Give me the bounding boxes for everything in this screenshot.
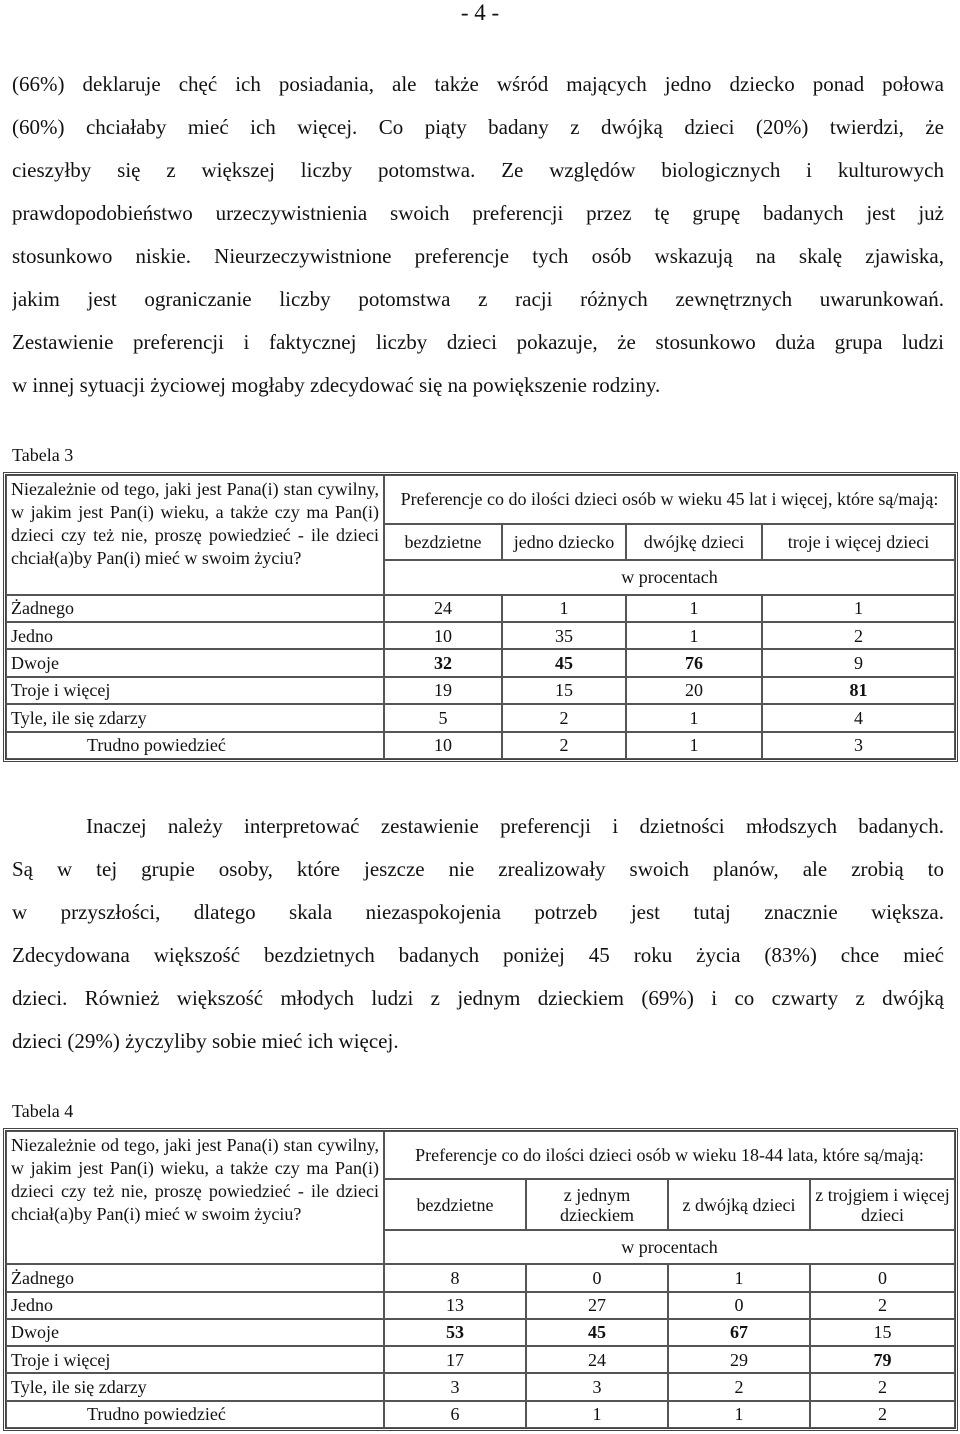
text-line: Inaczej należy interpretować zestawienie preferencji i dzietności młodszych badanych. <box>86 814 944 838</box>
table-row <box>6 1319 955 1346</box>
cell-value: 2 <box>810 1292 955 1319</box>
cell-value: 45 <box>526 1319 668 1346</box>
text-line: w innej sytuacji życiowej mogłaby zdecydować się na powiększenie rodziny. <box>12 373 661 397</box>
column-header: dwójkę dzieci <box>626 524 762 561</box>
cell-value: 1 <box>668 1401 810 1428</box>
column-header: z jednym dzieckiem <box>526 1179 668 1230</box>
row-label: Jedno <box>6 1292 384 1319</box>
cell-value: 2 <box>810 1373 955 1400</box>
column-header: bezdzietne <box>384 524 502 561</box>
row-label: Żadnego <box>6 1264 384 1291</box>
cell-value: 1 <box>526 1401 668 1428</box>
table-question: Niezależnie od tego, jaki jest Pana(i) stan cywilny, w jakim jest Pan(i) wieku, a także czy ma Pan(i) dzieci czy też nie, proszę powiedzieć - ile dzieci chciał(a)by Pan(i) mieć w swoim życiu? <box>6 475 384 595</box>
row-label: Trudno powiedzieć <box>6 1401 384 1428</box>
cell-value: 67 <box>668 1319 810 1346</box>
text-line: Są w tej grupie osoby, które jeszcze nie zrealizowały swoich planów, ale zrobią to <box>12 857 944 881</box>
cell-value: 6 <box>384 1401 526 1428</box>
table-question: Niezależnie od tego, jaki jest Pana(i) stan cywilny, w jakim jest Pan(i) wieku, a także czy ma Pan(i) dzieci czy też nie, proszę powiedzieć - ile dzieci chciał(a)by Pan(i) mieć w swoim życiu? <box>6 1131 384 1264</box>
cell-value: 3 <box>526 1373 668 1400</box>
text-line: (60%) chciałaby mieć ich więcej. Co piąty badany z dwójką dzieci (20%) twierdzi, że <box>12 115 944 139</box>
row-label: Troje i więcej <box>6 1346 384 1373</box>
cell-value: 3 <box>762 732 955 759</box>
cell-value: 10 <box>384 622 502 649</box>
cell-value: 0 <box>810 1264 955 1291</box>
cell-value: 3 <box>384 1373 526 1400</box>
text-line: dzieci. Również większość młodych ludzi z jednym dzieckiem (69%) i co czwarty z dwójką <box>12 986 944 1010</box>
text-line: cieszyłby się z większej liczby potomstwa. Ze względów biologicznych i kulturowych <box>12 158 944 182</box>
table-3-caption: Tabela 3 <box>12 445 74 465</box>
cell-value: 24 <box>526 1346 668 1373</box>
column-header: z dwójką dzieci <box>668 1179 810 1230</box>
cell-value: 5 <box>384 704 502 731</box>
table-unit: w procentach <box>384 1230 955 1264</box>
cell-value: 32 <box>384 649 502 676</box>
row-label: Dwoje <box>6 649 384 676</box>
text-line: jakim jest ograniczanie liczby potomstwa z racji różnych zewnętrznych uwarunkowań. <box>12 287 944 311</box>
cell-value: 4 <box>762 704 955 731</box>
table-group-header: Preferencje co do ilości dzieci osób w wieku 45 lat i więcej, które są/mają: <box>384 475 955 524</box>
cell-value: 27 <box>526 1292 668 1319</box>
table-row <box>6 595 955 622</box>
table-row <box>6 1264 955 1291</box>
row-label: Trudno powiedzieć <box>6 732 384 759</box>
cell-value: 0 <box>526 1264 668 1291</box>
row-label: Żadnego <box>6 595 384 622</box>
cell-value: 24 <box>384 595 502 622</box>
table-4-caption: Tabela 4 <box>12 1101 74 1121</box>
cell-value: 1 <box>626 595 762 622</box>
text-line: Zdecydowana większość bezdzietnych badanych poniżej 45 roku życia (83%) chce mieć <box>12 943 944 967</box>
cell-value: 1 <box>626 732 762 759</box>
cell-value: 2 <box>810 1401 955 1428</box>
table-row <box>6 677 955 704</box>
cell-value: 19 <box>384 677 502 704</box>
page-number: - 4 - <box>460 0 500 25</box>
cell-value: 2 <box>668 1373 810 1400</box>
cell-value: 15 <box>810 1319 955 1346</box>
table-3 <box>3 472 958 762</box>
cell-value: 76 <box>626 649 762 676</box>
cell-value: 45 <box>502 649 626 676</box>
column-header: bezdzietne <box>384 1179 526 1230</box>
table-row <box>6 1373 955 1400</box>
table-row <box>6 732 955 759</box>
cell-value: 20 <box>626 677 762 704</box>
cell-value: 10 <box>384 732 502 759</box>
column-header: jedno dziecko <box>502 524 626 561</box>
row-label: Jedno <box>6 622 384 649</box>
cell-value: 1 <box>502 595 626 622</box>
cell-value: 1 <box>626 704 762 731</box>
cell-value: 1 <box>668 1264 810 1291</box>
cell-value: 1 <box>762 595 955 622</box>
cell-value: 8 <box>384 1264 526 1291</box>
cell-value: 2 <box>762 622 955 649</box>
cell-value: 79 <box>810 1346 955 1373</box>
cell-value: 13 <box>384 1292 526 1319</box>
text-line: stosunkowo niskie. Nieurzeczywistnione preferencje tych osób wskazują na skalę zjawiska, <box>12 244 944 268</box>
text-line: (66%) deklaruje chęć ich posiadania, ale także wśród mających jedno dziecko ponad połowa <box>12 72 944 96</box>
paragraph-1 <box>12 63 944 407</box>
cell-value: 9 <box>762 649 955 676</box>
row-label: Tyle, ile się zdarzy <box>6 1373 384 1400</box>
table-row <box>6 1401 955 1428</box>
text-line: dzieci (29%) życzyliby sobie mieć ich więcej. <box>12 1029 399 1053</box>
cell-value: 1 <box>626 622 762 649</box>
cell-value: 29 <box>668 1346 810 1373</box>
table-row <box>6 622 955 649</box>
cell-value: 2 <box>502 704 626 731</box>
table-row <box>6 704 955 731</box>
table-row <box>6 1346 955 1373</box>
paragraph-2 <box>12 805 944 1063</box>
table-unit: w procentach <box>384 560 955 594</box>
cell-value: 81 <box>762 677 955 704</box>
text-line: w przyszłości, dlatego skala niezaspokojenia potrzeb jest tutaj znacznie większa. <box>12 900 944 924</box>
table-4 <box>3 1128 958 1431</box>
cell-value: 15 <box>502 677 626 704</box>
table-row <box>6 649 955 676</box>
cell-value: 53 <box>384 1319 526 1346</box>
row-label: Tyle, ile się zdarzy <box>6 704 384 731</box>
table-row <box>6 1292 955 1319</box>
text-line: prawdopodobieństwo urzeczywistnienia swoich preferencji przez tę grupę badanych jest już <box>12 201 944 225</box>
table-group-header: Preferencje co do ilości dzieci osób w wieku 18-44 lata, które są/mają: <box>384 1131 955 1179</box>
row-label: Troje i więcej <box>6 677 384 704</box>
column-header: troje i więcej dzieci <box>762 524 955 561</box>
cell-value: 17 <box>384 1346 526 1373</box>
text-line: Zestawienie preferencji i faktycznej liczby dzieci pokazuje, że stosunkowo duża grupa ludzi <box>12 330 944 354</box>
cell-value: 2 <box>502 732 626 759</box>
column-header: z trojgiem i więcej dzieci <box>810 1179 955 1230</box>
row-label: Dwoje <box>6 1319 384 1346</box>
cell-value: 0 <box>668 1292 810 1319</box>
cell-value: 35 <box>502 622 626 649</box>
